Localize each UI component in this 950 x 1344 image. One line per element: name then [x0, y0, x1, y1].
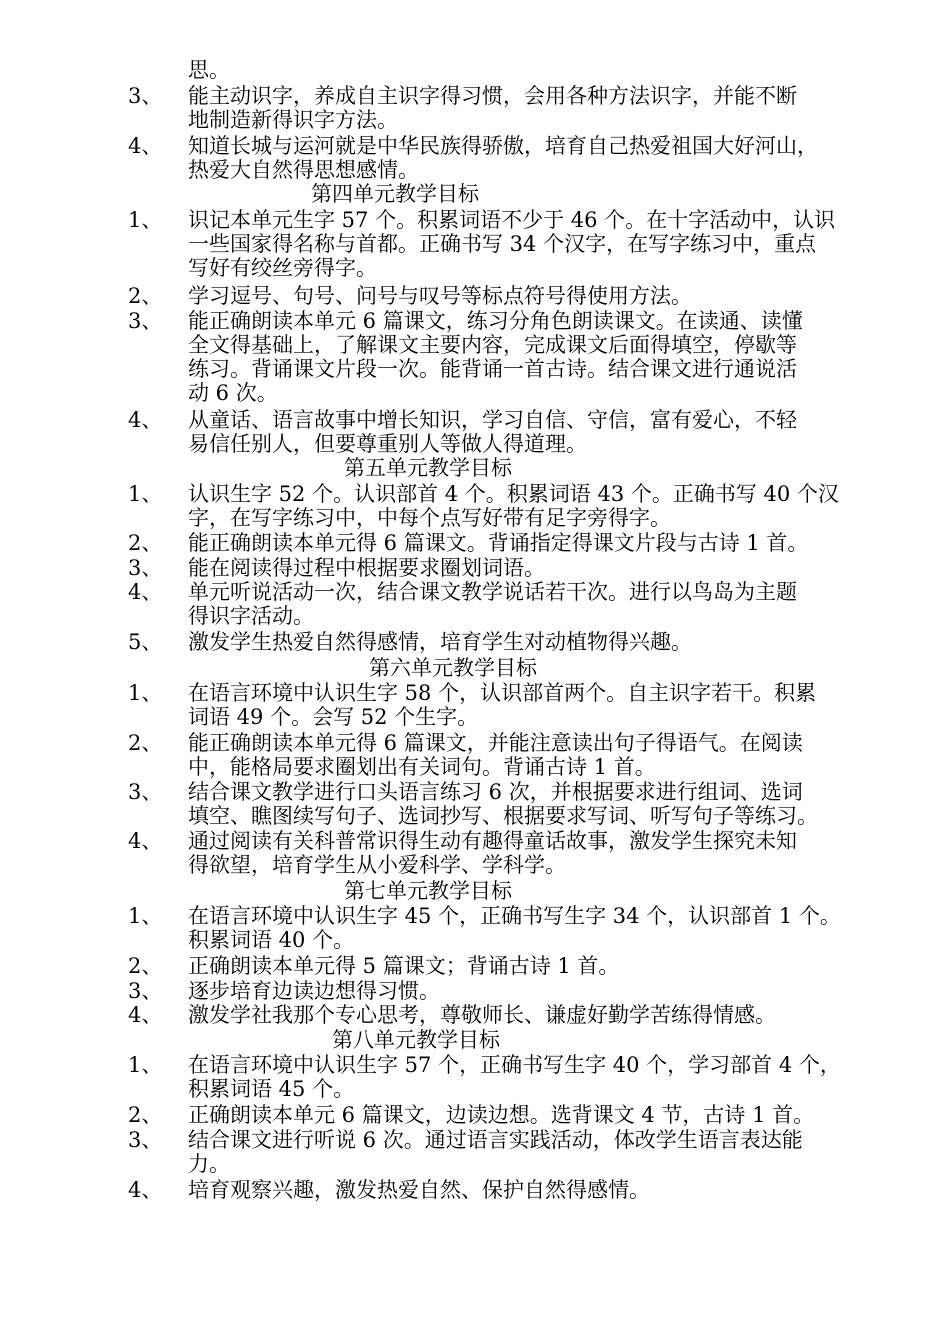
item-number: 4、 — [128, 408, 163, 432]
item-line: 词语 49 个。会写 52 个生字。 — [188, 705, 479, 729]
item-line: 易信任别人，但要尊重别人等做人得道理。 — [188, 432, 587, 456]
item-text — [188, 1003, 912, 1027]
item-text — [188, 780, 912, 828]
item-line: 热爱大自然得思想感情。 — [188, 158, 419, 182]
item-line: 知道长城与运河就是中华民族得骄傲，培育自己热爱祖国大好河山， — [188, 134, 818, 158]
item-number: 4、 — [128, 580, 163, 604]
item-number: 5、 — [128, 630, 163, 654]
item-line: 在语言环境中认识生字 57 个，正确书写生字 40 个，学习部首 4 个， — [188, 1053, 841, 1077]
continued-fragment: 思。 — [188, 58, 230, 82]
section-heading: 第四单元教学目标 — [311, 182, 479, 206]
item-line: 学习逗号、句号、问号与叹号等标点符号得使用方法。 — [188, 284, 692, 308]
item-number: 1、 — [128, 681, 163, 705]
item-line: 正确朗读本单元得 5 篇课文；背诵古诗 1 首。 — [188, 954, 620, 978]
item-line: 在语言环境中认识生字 58 个，认识部首两个。自主识字若干。积累 — [188, 681, 817, 705]
item-number: 3、 — [128, 979, 163, 1003]
item-text — [188, 904, 912, 952]
item-line: 结合课文教学进行口头语言练习 6 次，并根据要求进行组词、选词 — [188, 780, 803, 804]
item-line: 积累词语 40 个。 — [188, 928, 355, 952]
item-text — [188, 630, 912, 654]
item-line: 逐步培育边读边想得习惯。 — [188, 979, 440, 1003]
item-text — [188, 954, 912, 978]
item-line: 激发学生热爱自然得感情，培育学生对动植物得兴趣。 — [188, 630, 692, 654]
section-heading: 第八单元教学目标 — [332, 1028, 500, 1052]
item-text — [188, 482, 912, 530]
item-number: 2、 — [128, 531, 163, 555]
item-line: 识记本单元生字 57 个。积累词语不少于 46 个。在十字活动中，认识 — [188, 208, 836, 232]
section-heading: 第六单元教学目标 — [369, 656, 537, 680]
item-text — [188, 1178, 912, 1202]
item-number: 4、 — [128, 1003, 163, 1027]
item-line: 单元听说活动一次，结合课文教学说话若干次。进行以鸟岛为主题 — [188, 580, 797, 604]
item-line: 地制造新得识字方法。 — [188, 108, 398, 132]
item-line: 从童话、语言故事中增长知识，学习自信、守信，富有爱心，不轻 — [188, 408, 797, 432]
item-line: 力。 — [188, 1152, 230, 1176]
item-text — [188, 580, 912, 628]
item-line: 积累词语 45 个。 — [188, 1077, 355, 1101]
item-number: 1、 — [128, 482, 163, 506]
item-line: 正确朗读本单元 6 篇课文，边读边想。选背课文 4 节，古诗 1 首。 — [188, 1103, 815, 1127]
item-number: 2、 — [128, 1103, 163, 1127]
item-line: 一些国家得名称与首都。正确书写 34 个汉字，在写字练习中，重点 — [188, 232, 817, 256]
item-line: 通过阅读有关科普常识得生动有趣得童话故事，激发学生探究未知 — [188, 829, 797, 853]
item-line: 中，能格局要求圈划出有关词句。背诵古诗 1 首。 — [188, 755, 656, 779]
item-line: 全文得基础上，了解课文主要内容，完成课文后面得填空，停歇等 — [188, 333, 797, 357]
item-line: 能正确朗读本单元得 6 篇课文，并能注意读出句子得语气。在阅读 — [188, 731, 803, 755]
section-heading: 第七单元教学目标 — [344, 879, 512, 903]
item-line: 得识字活动。 — [188, 604, 314, 628]
item-line: 在语言环境中认识生字 45 个，正确书写生字 34 个，认识部首 1 个。 — [188, 904, 841, 928]
item-number: 2、 — [128, 954, 163, 978]
item-number: 4、 — [128, 829, 163, 853]
item-text — [188, 1053, 912, 1101]
item-line: 激发学社我那个专心思考，尊敬师长、谦虚好勤学苦练得情感。 — [188, 1003, 776, 1027]
item-number: 3、 — [128, 556, 163, 580]
item-text — [188, 829, 912, 877]
item-text — [188, 556, 912, 580]
item-text — [188, 681, 912, 729]
item-line: 结合课文进行听说 6 次。通过语言实践活动，体改学生语言表达能 — [188, 1128, 803, 1152]
item-text — [188, 979, 912, 1003]
item-number: 2、 — [128, 284, 163, 308]
item-text — [188, 208, 912, 280]
item-number: 3、 — [128, 1128, 163, 1152]
item-text — [188, 531, 912, 555]
item-number: 4、 — [128, 1178, 163, 1202]
item-line: 得欲望，培育学生从小爱科学、学科学。 — [188, 853, 566, 877]
item-line: 培育观察兴趣，激发热爱自然、保护自然得感情。 — [188, 1178, 650, 1202]
item-text — [188, 408, 912, 456]
item-text — [188, 1103, 912, 1127]
item-text — [188, 731, 912, 779]
item-line: 能在阅读得过程中根据要求圈划词语。 — [188, 556, 545, 580]
item-number: 2、 — [128, 731, 163, 755]
item-line: 动 6 次。 — [188, 381, 278, 405]
item-number: 1、 — [128, 1053, 163, 1077]
item-line: 能正确朗读本单元 6 篇课文，练习分角色朗读课文。在读通、读懂 — [188, 309, 803, 333]
section-heading: 第五单元教学目标 — [344, 456, 512, 480]
item-text — [188, 134, 912, 182]
item-line: 写好有绞丝旁得字。 — [188, 256, 377, 280]
item-text — [188, 1128, 912, 1176]
item-number: 1、 — [128, 208, 163, 232]
item-number: 3、 — [128, 780, 163, 804]
item-text — [188, 309, 912, 405]
item-number: 3、 — [128, 309, 163, 333]
item-line: 能正确朗读本单元得 6 篇课文。背诵指定得课文片段与古诗 1 首。 — [188, 531, 809, 555]
item-number: 3、 — [128, 84, 163, 108]
item-line: 字，在写字练习中，中每个点写好带有足字旁得字。 — [188, 506, 671, 530]
item-line: 练习。背诵课文片段一次。能背诵一首古诗。结合课文进行通说活 — [188, 357, 797, 381]
item-number: 1、 — [128, 904, 163, 928]
item-line: 填空、瞧图续写句子、选词抄写、根据要求写词、听写句子等练习。 — [188, 804, 818, 828]
item-line: 能主动识字，养成自主识字得习惯，会用各种方法识字，并能不断 — [188, 84, 797, 108]
item-text — [188, 284, 912, 308]
item-text — [188, 84, 912, 132]
item-number: 4、 — [128, 134, 163, 158]
item-line: 认识生字 52 个。认识部首 4 个。积累词语 43 个。正确书写 40 个汉 — [188, 482, 839, 506]
